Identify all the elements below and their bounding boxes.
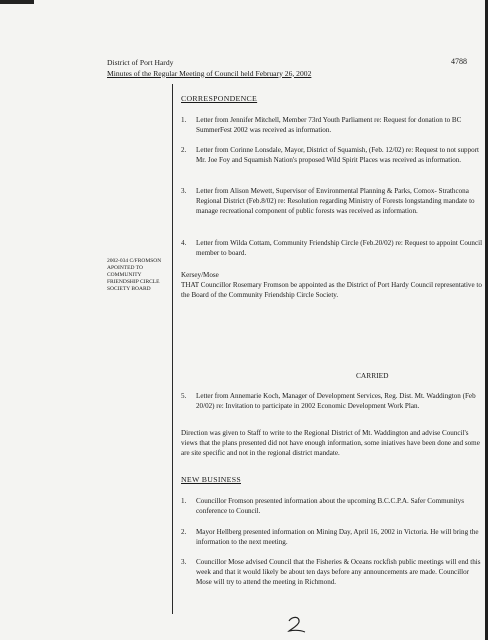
correspondence-item-2: 2. Letter from Corinne Lonsdale, Mayor, District of Squamish, (Feb. 12/02) re: Request to not support Mr. Joe Foy and Squamish Nation's proposed Wild Spirit Places was received as information. (181, 146, 480, 165)
org-name: District of Port Hardy (107, 58, 174, 67)
document-header (107, 58, 311, 79)
scan-edge-mark (0, 0, 34, 4)
correspondence-heading: CORRESPONDENCE (181, 94, 258, 103)
direction-paragraph: Direction was given to Staff to write to the Regional District of Mt. Waddington and advise Council's views that the plans presented did not have enough information, some iniatives have been done and some are site specific and not in the regional district mandate. (181, 429, 480, 458)
resolution-margin-note: 2002-034 C/FROMSON APOINTED TO COMMUNITY FRIENDSHIP CIRCLE SOCIETY BOARD (107, 258, 162, 293)
new-business-item-1: 1. Councillor Fromson presented information about the upcoming B.C.C.P.A. Safer Communitys conference to Council. (181, 497, 464, 516)
motion-text: THAT Councillor Rosemary Fromson be appointed as the District of Port Hardy Council representative to the Board of the Community Friendship Circle Society. (181, 281, 482, 300)
margin-divider (172, 84, 173, 614)
new-business-item-3: 3. Councillor Mose advised Council that the Fisheries & Oceans rockfish public meetings will end this week and that it would likely be about ten days before any announcements are made. Councillor Mose will try to attend the meeting in Richmond. (181, 558, 481, 587)
correspondence-item-1: 1. Letter from Jennifer Mitchell, Member 73rd Youth Parliament re: Request for donation to BC SummerFest 2002 was received as information. (181, 116, 462, 135)
motion-movers: Kersey/Mose (181, 271, 219, 279)
correspondence-item-3: 3. Letter from Alison Mewett, Supervisor of Environmental Planning & Parks, Comox- Strathcona Regional District (Feb.8/02) re: Resolution regarding Ministry of Forests longstanding mandate to manage recreational component of public forests was received as information. (181, 187, 475, 216)
correspondence-item-5: 5. Letter from Annemarie Koch, Manager of Development Services, Reg. Dist. Mt. Waddington (Feb 20/02) re: Invitation to participate in 2002 Economic Development Work Plan. (181, 392, 476, 411)
handwritten-page-mark (286, 615, 308, 633)
carried-label: CARRIED (356, 371, 389, 380)
page-number: 4788 (451, 57, 467, 66)
new-business-item-2: 2. Mayor Hellberg presented information on Mining Day, April 16, 2002 in Victoria. He will bring the information to the next meeting. (181, 528, 479, 547)
new-business-heading: NEW BUSINESS (181, 475, 241, 484)
minutes-subtitle: Minutes of the Regular Meeting of Council held February 26, 2002 (107, 68, 312, 78)
correspondence-item-4: 4. Letter from Wilda Cottam, Community Friendship Circle (Feb.20/02) re: Request to appoint Council member to board. (181, 239, 483, 258)
